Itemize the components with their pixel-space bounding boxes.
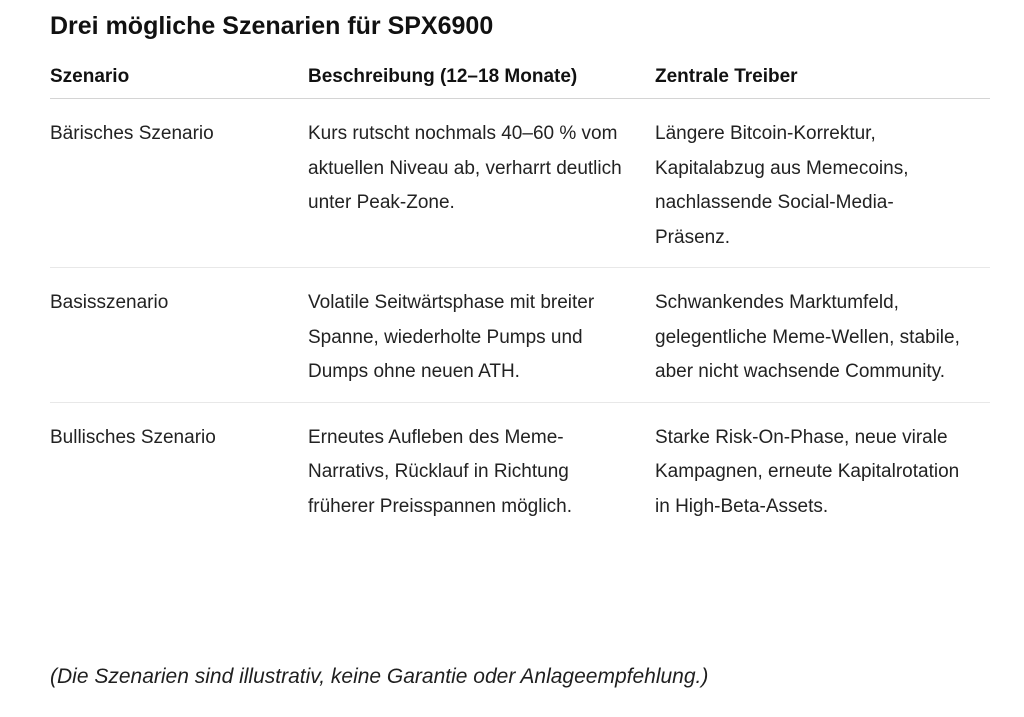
cell-drivers: Starke Risk-On-Phase, neue virale Kampagnen, erneute Kapitalrotation in High-Beta-Assets.	[655, 426, 960, 517]
cell-drivers: Schwankendes Marktumfeld, gelegentliche Meme-Wellen, stabile, aber nicht wachsende Community.	[655, 268, 990, 403]
cell-drivers: Längere Bitcoin-Korrektur, Kapitalabzug aus Memecoins, nachlassende Social-Media-Präsenz.	[655, 99, 990, 268]
cell-scenario: Bullisches Szenario	[50, 426, 216, 448]
table-body	[50, 99, 990, 537]
header-row	[50, 65, 990, 99]
cell-scenario: Bärisches Szenario	[50, 99, 308, 268]
cell-description: Kurs rutscht nochmals 40–60 % vom aktuellen Niveau ab, verharrt deutlich unter Peak-Zone.	[308, 99, 655, 268]
cell-scenario: Basisszenario	[50, 268, 308, 403]
header-description: Beschreibung (12–18 Monate)	[308, 65, 655, 99]
cell-description: Erneutes Aufleben des Meme-Narrativs, Rücklauf in Richtung früherer Preisspannen möglich.	[308, 426, 573, 517]
scenarios-table	[50, 65, 990, 536]
disclaimer-footnote: (Die Szenarien sind illustrativ, keine Garantie oder Anlageempfehlung.)	[50, 665, 709, 688]
table-row-bullish	[50, 402, 990, 536]
table-header	[50, 65, 990, 99]
cell-description: Volatile Seitwärtsphase mit breiter Spanne, wiederholte Pumps und Dumps ohne neuen ATH.	[308, 268, 655, 403]
document-content	[50, 0, 990, 536]
table-row-bearish	[50, 99, 990, 268]
header-scenario: Szenario	[50, 65, 308, 99]
page-title: Drei mögliche Szenarien für SPX6900	[50, 12, 494, 40]
table-row-base	[50, 268, 990, 403]
header-drivers: Zentrale Treiber	[655, 65, 990, 99]
